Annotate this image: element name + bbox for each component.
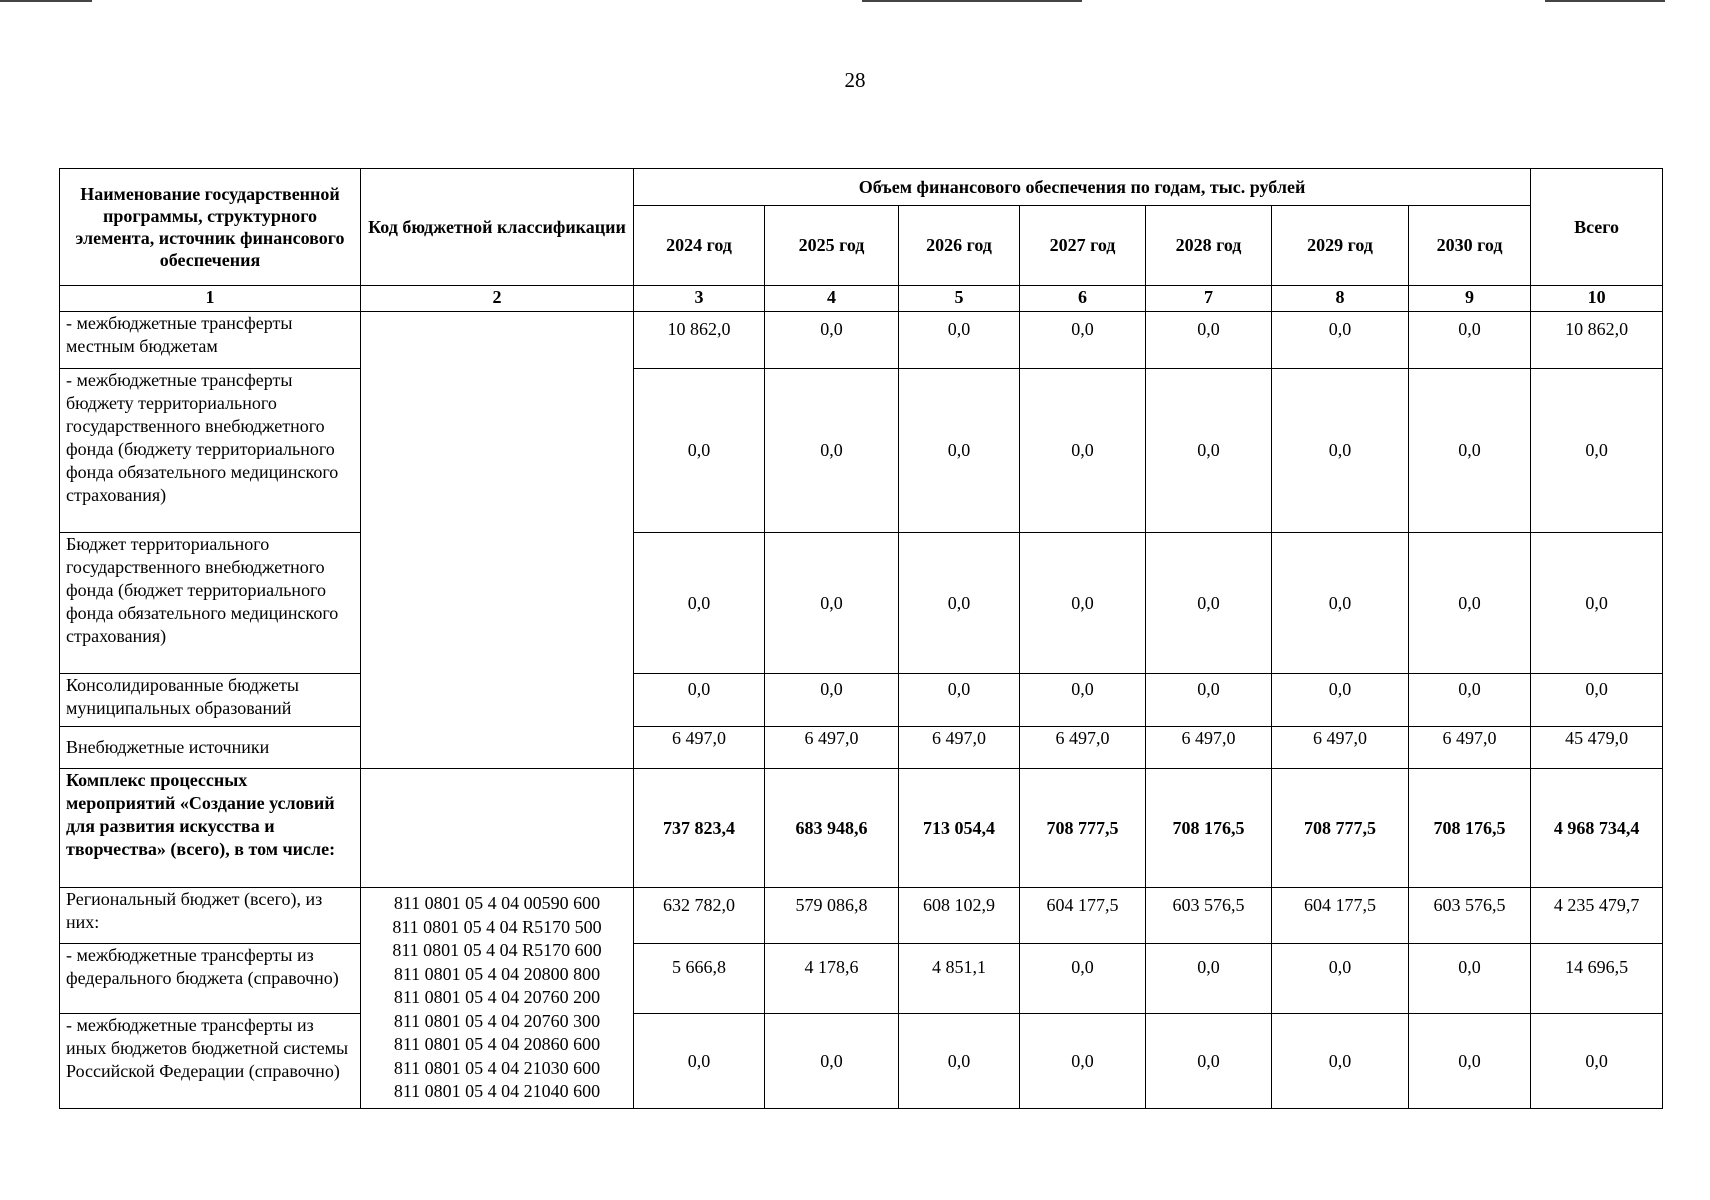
- value-cell: 0,0: [1146, 533, 1272, 674]
- scan-edge-line-center: [862, 0, 1082, 2]
- value-cell: 604 177,5: [1020, 888, 1146, 944]
- value-cell: 0,0: [899, 1014, 1020, 1109]
- value-cell: 0,0: [1146, 369, 1272, 533]
- value-cell: 0,0: [1409, 312, 1531, 369]
- header-year: 2025 год: [765, 206, 899, 286]
- table-row: [60, 533, 1663, 674]
- value-cell: 0,0: [1020, 944, 1146, 1014]
- value-cell: 6 497,0: [634, 727, 765, 769]
- value-cell: 0,0: [634, 533, 765, 674]
- total-cell: 10 862,0: [1531, 312, 1663, 369]
- table-row: [60, 944, 1663, 1014]
- value-cell: 603 576,5: [1146, 888, 1272, 944]
- total-cell: 0,0: [1531, 369, 1663, 533]
- header-year: 2027 год: [1020, 206, 1146, 286]
- value-cell: 708 176,5: [1409, 769, 1531, 888]
- row-name: Комплекс процессных мероприятий «Создание условий для развития искусства и творчества» (всего), в том числе:: [60, 769, 361, 888]
- budget-code: 811 0801 05 4 04 20760 200: [393, 987, 601, 1007]
- page-number: 28: [844, 68, 866, 92]
- value-cell: 0,0: [1409, 533, 1531, 674]
- header-year: 2024 год: [634, 206, 765, 286]
- value-cell: 608 102,9: [899, 888, 1020, 944]
- value-cell: 604 177,5: [1272, 888, 1409, 944]
- budget-code: 811 0801 05 4 04 R5170 600: [392, 940, 602, 960]
- header-name: Наименование государственной программы, структурного элемента, источник финансового обеспечения: [60, 169, 361, 286]
- value-cell: 0,0: [634, 674, 765, 727]
- value-cell: 0,0: [1146, 944, 1272, 1014]
- value-cell: 0,0: [1409, 944, 1531, 1014]
- column-number: 8: [1272, 286, 1409, 312]
- table-row: [60, 312, 1663, 369]
- row-name: - межбюджетные трансферты из федерального бюджета (справочно): [60, 944, 361, 1014]
- column-number: 6: [1020, 286, 1146, 312]
- value-cell: 0,0: [1146, 1014, 1272, 1109]
- value-cell: 0,0: [1146, 674, 1272, 727]
- scan-edge-line-left: [0, 0, 92, 2]
- value-cell: 0,0: [1409, 369, 1531, 533]
- budget-code-list: [361, 888, 634, 1109]
- value-cell: 0,0: [1020, 533, 1146, 674]
- value-cell: 708 777,5: [1020, 769, 1146, 888]
- code-cell-empty: [361, 312, 634, 769]
- column-number: 3: [634, 286, 765, 312]
- total-cell: 45 479,0: [1531, 727, 1663, 769]
- value-cell: 0,0: [634, 369, 765, 533]
- value-cell: 0,0: [1020, 1014, 1146, 1109]
- value-cell: 0,0: [765, 1014, 899, 1109]
- row-name: Бюджет территориального государственного внебюджетного фонда (бюджет территориального фонда обязательного медицинского страхования): [60, 533, 361, 674]
- total-cell: 0,0: [1531, 674, 1663, 727]
- value-cell: 0,0: [899, 369, 1020, 533]
- header-year: 2029 год: [1272, 206, 1409, 286]
- table-row: [60, 674, 1663, 727]
- budget-code: 811 0801 05 4 04 21030 600: [393, 1057, 601, 1078]
- value-cell: 0,0: [1020, 369, 1146, 533]
- financing-table: [59, 168, 1663, 1109]
- code-cell-empty: [361, 769, 634, 888]
- value-cell: 579 086,8: [765, 888, 899, 944]
- row-name: - межбюджетные трансферты местным бюджетам: [60, 312, 361, 369]
- row-name: - межбюджетные трансферты из иных бюджетов бюджетной системы Российской Федерации (справочно): [60, 1014, 361, 1109]
- total-cell: 4 235 479,7: [1531, 888, 1663, 944]
- column-number: 1: [60, 286, 361, 312]
- total-cell: 0,0: [1531, 533, 1663, 674]
- row-name: - межбюджетные трансферты бюджету территориального государственного внебюджетного фонда (бюджету территориального фонда обязательного медицинского страхования): [60, 369, 361, 533]
- value-cell: 6 497,0: [1020, 727, 1146, 769]
- value-cell: 0,0: [1272, 533, 1409, 674]
- value-cell: 683 948,6: [765, 769, 899, 888]
- table-row: [60, 727, 1663, 769]
- value-cell: 0,0: [765, 533, 899, 674]
- value-cell: 713 054,4: [899, 769, 1020, 888]
- value-cell: 708 176,5: [1146, 769, 1272, 888]
- value-cell: 0,0: [1146, 312, 1272, 369]
- column-number: 9: [1409, 286, 1531, 312]
- row-name: Региональный бюджет (всего), из них:: [60, 888, 361, 944]
- table-row: [60, 769, 1663, 888]
- value-cell: 0,0: [1020, 312, 1146, 369]
- value-cell: 0,0: [899, 312, 1020, 369]
- header-year: 2026 год: [899, 206, 1020, 286]
- total-cell: 14 696,5: [1531, 944, 1663, 1014]
- value-cell: 708 777,5: [1272, 769, 1409, 888]
- budget-code: 811 0801 05 4 04 R5170 500: [392, 916, 602, 937]
- value-cell: 0,0: [1020, 674, 1146, 727]
- header-year: 2028 год: [1146, 206, 1272, 286]
- value-cell: 4 851,1: [899, 944, 1020, 1014]
- value-cell: 6 497,0: [1146, 727, 1272, 769]
- value-cell: 0,0: [899, 674, 1020, 727]
- value-cell: 0,0: [765, 674, 899, 727]
- value-cell: 0,0: [765, 312, 899, 369]
- total-cell: 4 968 734,4: [1531, 769, 1663, 888]
- value-cell: 6 497,0: [1409, 727, 1531, 769]
- value-cell: 0,0: [1272, 674, 1409, 727]
- value-cell: 737 823,4: [634, 769, 765, 888]
- column-number: 7: [1146, 286, 1272, 312]
- value-cell: 0,0: [1409, 674, 1531, 727]
- budget-code: 811 0801 05 4 04 21040 600: [393, 1081, 601, 1101]
- value-cell: 0,0: [1272, 369, 1409, 533]
- column-number-row: [60, 286, 1663, 312]
- row-name: Консолидированные бюджеты муниципальных образований: [60, 674, 361, 727]
- table-row: [60, 888, 1663, 944]
- scan-edge-line-right: [1545, 0, 1665, 2]
- value-cell: 0,0: [1272, 1014, 1409, 1109]
- table-row: [60, 369, 1663, 533]
- value-cell: 6 497,0: [765, 727, 899, 769]
- value-cell: 603 576,5: [1409, 888, 1531, 944]
- value-cell: 6 497,0: [1272, 727, 1409, 769]
- value-cell: 6 497,0: [899, 727, 1020, 769]
- column-number: 4: [765, 286, 899, 312]
- table-row: [60, 1014, 1663, 1109]
- value-cell: 0,0: [899, 533, 1020, 674]
- value-cell: 10 862,0: [634, 312, 765, 369]
- budget-code: 811 0801 05 4 04 20860 600: [393, 1034, 601, 1054]
- budget-code: 811 0801 05 4 04 20800 800: [393, 963, 601, 984]
- value-cell: 4 178,6: [765, 944, 899, 1014]
- total-cell: 0,0: [1531, 1014, 1663, 1109]
- budget-code: 811 0801 05 4 04 00590 600: [393, 893, 601, 913]
- column-number: 2: [361, 286, 634, 312]
- value-cell: 0,0: [1272, 944, 1409, 1014]
- value-cell: 0,0: [1409, 1014, 1531, 1109]
- value-cell: 0,0: [765, 369, 899, 533]
- value-cell: 632 782,0: [634, 888, 765, 944]
- header-year: 2030 год: [1409, 206, 1531, 286]
- header-total: Всего: [1531, 169, 1663, 286]
- row-name: Внебюджетные источники: [60, 727, 361, 769]
- value-cell: 5 666,8: [634, 944, 765, 1014]
- budget-code: 811 0801 05 4 04 20760 300: [393, 1010, 601, 1031]
- header-code: Код бюджетной классификации: [361, 169, 634, 286]
- header-volume: Объем финансового обеспечения по годам, тыс. рублей: [634, 169, 1531, 206]
- column-number: 10: [1531, 286, 1663, 312]
- value-cell: 0,0: [1272, 312, 1409, 369]
- column-number: 5: [899, 286, 1020, 312]
- value-cell: 0,0: [634, 1014, 765, 1109]
